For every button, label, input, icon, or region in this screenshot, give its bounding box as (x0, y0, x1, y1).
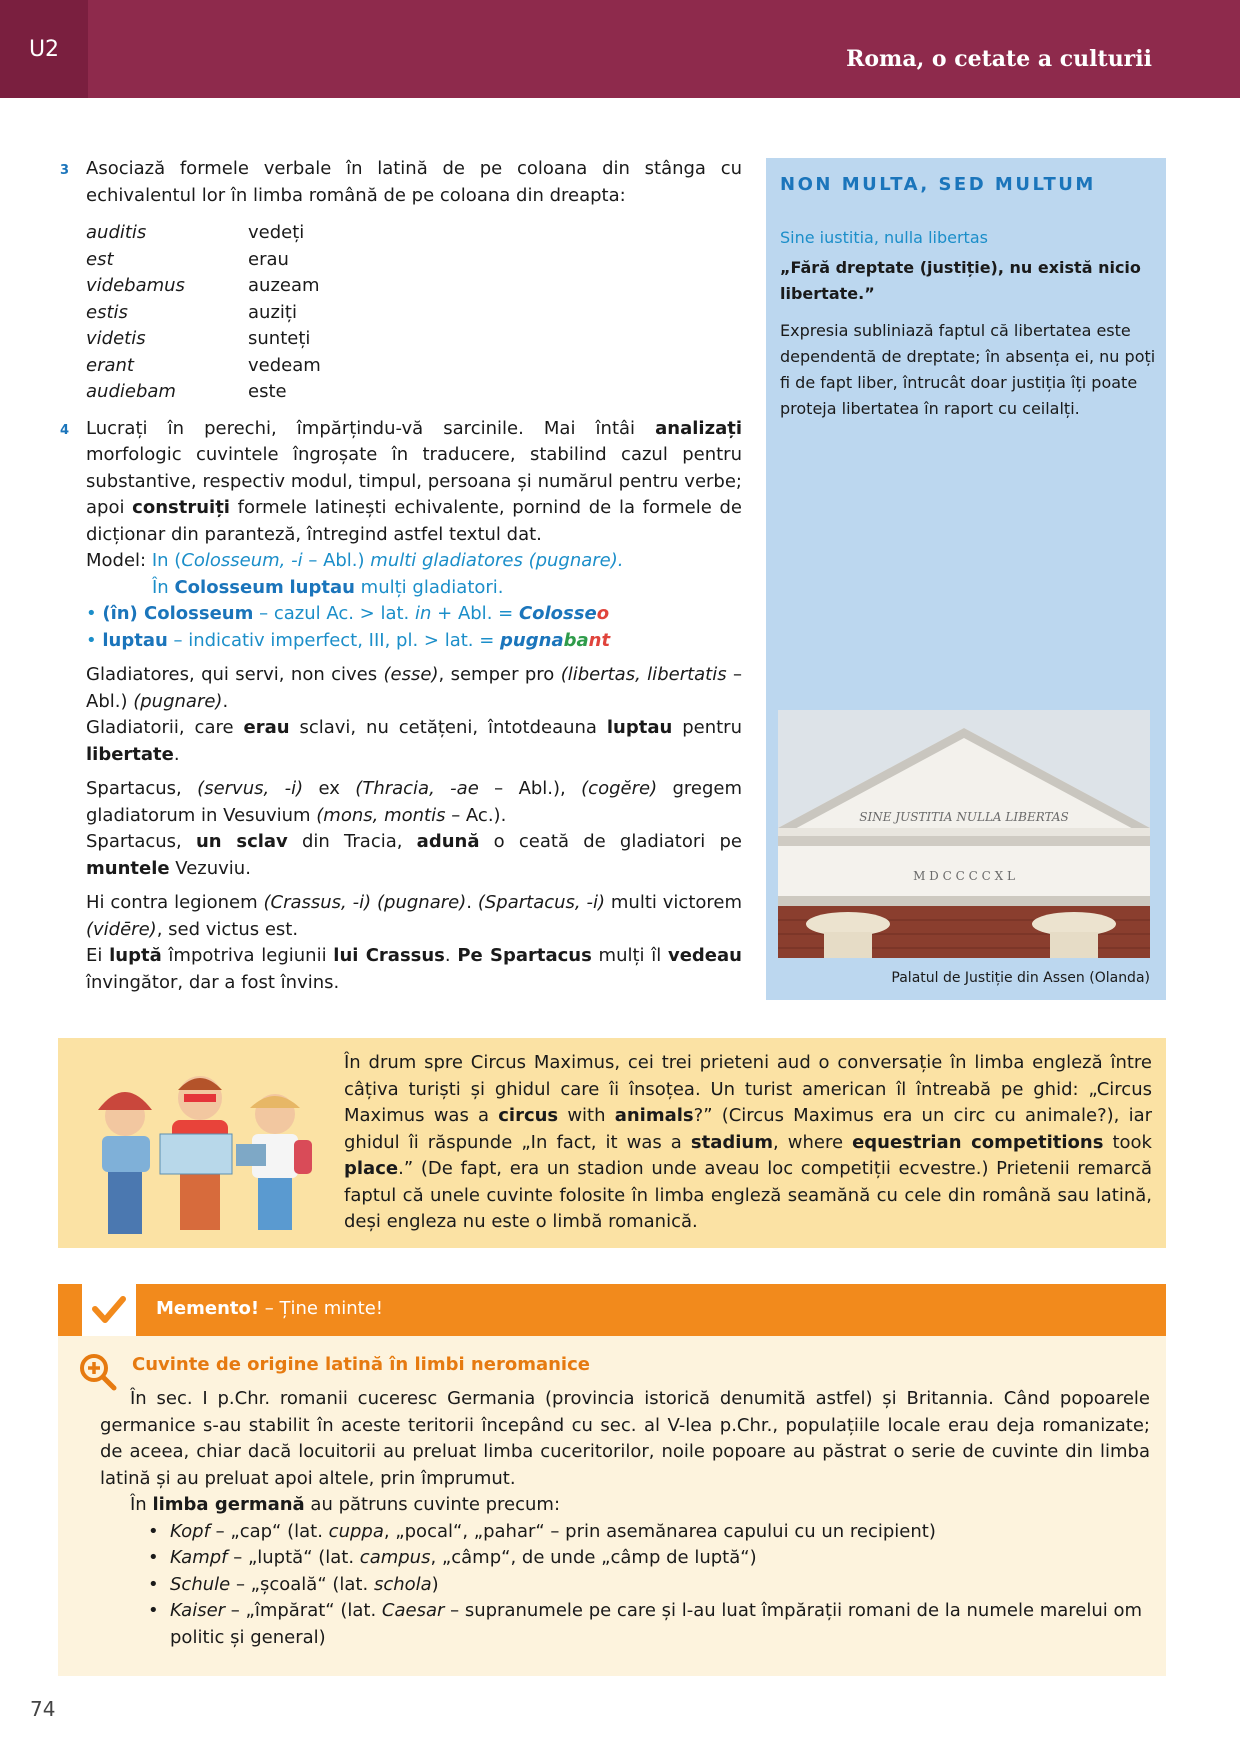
latin-word: Caesar (381, 1600, 445, 1621)
text: pentru (672, 717, 742, 738)
story-text (344, 1050, 1152, 1236)
highlight: stadium (690, 1131, 773, 1153)
model-suffix: ba (563, 629, 589, 651)
text: (servus, -i) (197, 778, 304, 799)
latin-form: erant (86, 354, 134, 376)
page-number: 74 (30, 1697, 56, 1721)
highlight: circus (498, 1105, 559, 1126)
text: .” (De fapt, era un stadion unde aveau loc competiții ecvestre.) Prietenii remarcă faptul că unele cuvinte folosite în limba engleză seamănă cu cele din română sau latină, deși engleza nu este o limbă romanică. (344, 1158, 1152, 1232)
memento-title-bold: Memento! (156, 1298, 260, 1319)
memento-title-rest: – Ține minte! (259, 1298, 384, 1319)
memento-header (58, 1284, 1166, 1336)
text: – supranumele pe care și l-au luat împărații romani de la numele marelui om politic și general) (170, 1600, 1143, 1648)
text: (libertas, libertatis (560, 664, 727, 685)
memento-subtitle: Cuvinte de origine latină în limbi neromanice (132, 1354, 590, 1375)
prompt-text: morfologic cuvintele îngroșate în traducere, stabilind cazul pentru substantive, respectiv modul, timpul, persoana și numărul pentru verbe; apoi (86, 444, 742, 518)
text: luptă (109, 945, 162, 966)
text: – „luptă“ (lat. (227, 1547, 360, 1568)
text: . (222, 690, 229, 712)
text: muntele (86, 857, 170, 879)
tourists-illustration (80, 1044, 330, 1248)
text: o ceată de gladiatori pe (479, 831, 742, 852)
chapter-title: Roma, o cetate a culturii (846, 46, 1152, 72)
model-text: (în) Colosseum (102, 603, 254, 624)
photo-caption: Palatul de Justiție din Assen (Olanda) (891, 970, 1150, 986)
model-text: – Abl.) (302, 550, 371, 571)
prompt-keyword: analizați (655, 417, 742, 439)
memento-subheading (130, 1492, 1150, 1519)
sentence-2 (86, 776, 742, 882)
sentence-1 (86, 662, 742, 768)
latin-form: auditis (86, 222, 147, 243)
model-text: luptau (289, 576, 355, 598)
romanian-form: sunteți (248, 328, 311, 349)
romanian-form: vedeți (248, 222, 305, 243)
latin-form: videtis (86, 328, 146, 349)
romanian-form: auziți (248, 301, 297, 323)
bullet: • (86, 603, 103, 624)
model-analysis-1 (86, 601, 742, 628)
model-label: Model: (86, 550, 147, 571)
highlight: equestrian competitions (852, 1131, 1104, 1153)
exercise-prompt (86, 416, 742, 549)
latin-motto: Sine iustitia, nulla libertas (780, 228, 988, 247)
text: , „pocal“, „pahar“ – prin asemănarea capului cu un recipient) (383, 1520, 936, 1542)
text: (cogĕre) (581, 778, 658, 799)
model-text: pugna (500, 629, 564, 651)
model-text: + Abl. = (431, 603, 519, 624)
motto-explanation: Expresia subliniază faptul că libertatea este dependentă de dreptate; în absența ei, nu poți fi de fapt liber, întrucât doar justiția îți poate proteja libertatea în raport cu ceilalți. (780, 321, 1156, 418)
highlight: animals (614, 1105, 694, 1126)
text: . (173, 743, 180, 765)
photo-inscription: SINE JUSTITIA NULLA LIBERTAS (859, 810, 1069, 824)
romanian-form: este (248, 381, 287, 402)
text: , where (772, 1131, 853, 1153)
latin-word: cuppa (328, 1520, 384, 1542)
text: lui Crassus (333, 945, 445, 966)
exercise-3 (60, 156, 742, 209)
text: În drum spre Circus Maximus, cei trei prieteni aud o conversație în limba engleză între câțiva turiști și ghidul care îi însoțea. Un turist american îl întreabă pe ghid: „Circus Maximus was a (344, 1052, 1152, 1126)
verb-pair (86, 379, 742, 406)
prompt-text: Lucrați în perechi, împărțindu-vă sarcinile. Mai întâi (86, 417, 656, 439)
sidebar-box (766, 158, 1166, 1000)
text: adună (416, 831, 480, 852)
story-box (58, 1038, 1166, 1248)
exercise-number: 3 (60, 163, 70, 178)
courthouse-photo (778, 710, 1150, 958)
latin-form: videbamus (86, 275, 185, 296)
text: multi victorem (605, 892, 742, 913)
exercises-column (60, 156, 742, 996)
model-text: In ( (151, 550, 182, 571)
text: limba germană (152, 1494, 305, 1515)
text: (esse) (383, 664, 439, 685)
text: gregem gladiatorum in Vesuvium (86, 778, 743, 826)
text: învingător, dar a fost învins. (86, 971, 340, 993)
text: (Spartacus, -i) (477, 892, 606, 913)
list-item (148, 1519, 1150, 1546)
prompt-text: formele latinești echivalente, pornind de la formele de dicționar din paranteză, întregind astfel textul dat. (86, 497, 742, 545)
text: . (444, 945, 458, 966)
text: ) (431, 1573, 439, 1595)
text: Spartacus, (86, 831, 196, 852)
text: – Abl.), (478, 778, 582, 799)
text: Pe Spartacus (457, 945, 592, 966)
text: with (558, 1105, 615, 1126)
motto-translation: „Fără dreptate (justiție), nu există nicio libertate.” (780, 258, 1141, 303)
memento-title (156, 1298, 383, 1319)
model-text: luptau (102, 629, 168, 651)
exercise-number: 4 (60, 422, 70, 438)
exercise-prompt: Asociază formele verbale în latină de pe coloana din stânga cu echivalentul lor în limba română de pe coloana din dreapta: (86, 158, 742, 206)
text: (pugnare) (133, 690, 223, 712)
model-text: Colosse (518, 603, 597, 624)
list-item (148, 1598, 1150, 1651)
text: . (466, 892, 478, 913)
unit-label: U2 (0, 0, 88, 98)
text: împotriva legiunii (161, 945, 334, 966)
latin-word: campus (359, 1547, 431, 1568)
german-word: Schule (170, 1573, 231, 1595)
prompt-keyword: construiți (132, 497, 230, 518)
german-word: Kampf (170, 1547, 228, 1568)
text: mulți îl (591, 945, 668, 966)
text: – Ac.). (445, 804, 507, 826)
list-item (148, 1572, 1150, 1599)
model-text: mulți gladiatori. (354, 576, 504, 598)
text: (Crassus, -i) (pugnare) (263, 892, 467, 913)
text: libertate (86, 743, 174, 765)
latin-form: audiebam (86, 381, 176, 402)
text: (Thracia, -ae (355, 778, 479, 799)
text: – Abl.) (86, 664, 743, 712)
text: sclavi, nu cetățeni, întotdeauna (289, 717, 607, 738)
text: erau (243, 717, 290, 738)
sidebar-title: NON MULTA, SED MULTUM (780, 174, 1096, 195)
romanian-form: auzeam (248, 275, 320, 296)
text: un sclav (195, 831, 288, 852)
latin-form: est (86, 248, 114, 270)
model-ending: nt (588, 629, 611, 651)
highlight: place (344, 1158, 399, 1179)
checkmark-icon (82, 1284, 136, 1336)
sentence-3 (86, 890, 742, 996)
text: ?” (Circus Maximus era un circ cu animale?), iar ghidul îi răspunde „In fact, it was a (344, 1105, 1153, 1153)
german-word: Kopf (170, 1520, 210, 1542)
text: luptau (606, 717, 673, 738)
verb-pair (86, 300, 742, 327)
romanian-form: vedeam (248, 354, 321, 376)
model-text: – indicativ imperfect, III, pl. > lat. = (167, 629, 501, 651)
page-header (0, 0, 1240, 98)
model-romanian (86, 575, 742, 602)
model-text: Colosseum (174, 576, 284, 598)
model-text: – cazul Ac. > lat. (253, 603, 415, 624)
text: vedeau (667, 945, 742, 966)
text: Ei (86, 945, 110, 966)
text: , sed victus est. (156, 918, 299, 940)
text: (mons, montis (316, 804, 446, 826)
text: – „școală“ (lat. (230, 1573, 374, 1595)
word-list (148, 1519, 1150, 1652)
model-text: În (152, 576, 175, 598)
text: Gladiatorii, care (86, 717, 244, 738)
text: din Tracia, (287, 831, 417, 852)
photo-year: M D C C C C X L (913, 869, 1015, 883)
text: Spartacus, (86, 778, 198, 799)
verb-pair (86, 326, 742, 353)
text: took (1103, 1131, 1152, 1153)
model-text: multi gladiatores (pugnare). (370, 550, 624, 571)
verb-pairs (86, 220, 742, 406)
verb-pair (86, 220, 742, 247)
memento-body (100, 1386, 1150, 1651)
text: Hi contra legionem (86, 892, 264, 913)
text: – „cap“ (lat. (209, 1520, 329, 1542)
text: au pătruns cuvinte precum: (304, 1494, 561, 1515)
model-latin (86, 548, 742, 575)
text: Vezuviu. (169, 857, 251, 879)
text: , semper pro (438, 664, 561, 685)
model-text: Colosseum, -i (181, 550, 303, 571)
bullet: • (86, 629, 103, 651)
verb-pair (86, 247, 742, 274)
verb-pair (86, 273, 742, 300)
text: , „câmp“, de unde „câmp de luptă“) (430, 1547, 757, 1568)
text: ex (303, 778, 356, 799)
memento-paragraph: În sec. I p.Chr. romanii cuceresc Germania (provincia istorică denumită astfel) și Britannia. Când popoarele germanice s-au stabilit în aceste teritorii începând cu sec. al V-lea p.Chr., populațiile locale erau deja romanizate; de aceea, chiar dacă locuitorii au preluat limba cuceritorilor, noile popoare au păstrat o serie de cuvinte din limba latină și au preluat apoi altele, prin împrumut. (100, 1388, 1150, 1489)
model-text: in (415, 603, 432, 624)
latin-form: estis (86, 301, 128, 323)
text: – „împărat“ (lat. (225, 1600, 382, 1621)
model-ending: o (596, 603, 610, 624)
model-analysis-2 (86, 628, 742, 655)
list-item (148, 1545, 1150, 1572)
german-word: Kaiser (170, 1600, 226, 1621)
romanian-form: erau (248, 248, 289, 270)
verb-pair (86, 353, 742, 380)
text: (vidēre) (86, 918, 157, 940)
latin-word: schola (373, 1573, 432, 1595)
memento-box (58, 1284, 1166, 1676)
text: În (130, 1494, 153, 1515)
exercise-4 (60, 416, 742, 997)
text: Gladiatores, qui servi, non cives (86, 664, 384, 685)
